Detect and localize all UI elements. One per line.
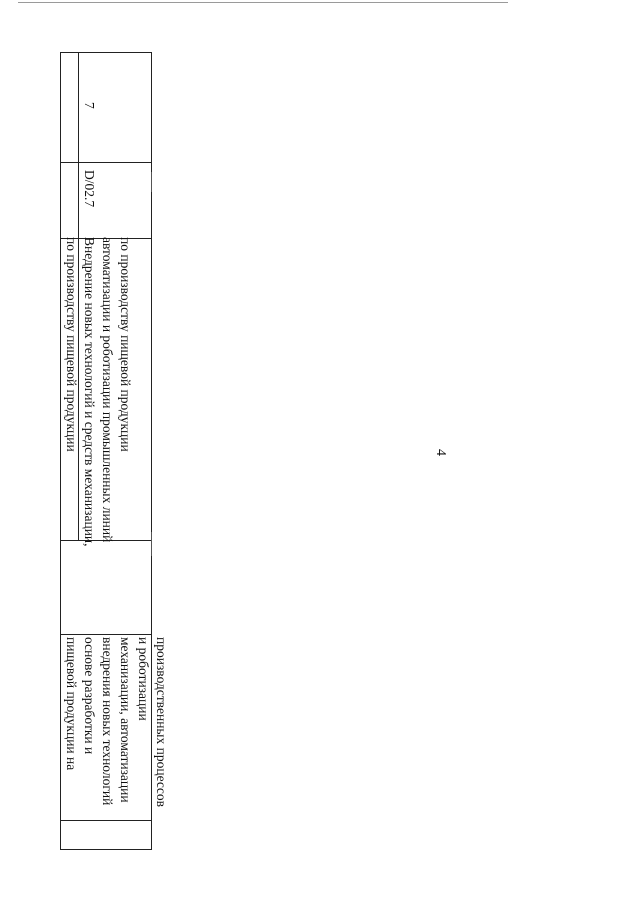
- cell-function-line: Внедрение новых технологий и средств механизации,: [82, 237, 97, 547]
- table-divider-5: [60, 162, 152, 163]
- table-divider-1: [60, 820, 152, 821]
- cell-general-line: производственных процессов: [154, 637, 169, 808]
- scan-mark: [151, 172, 152, 192]
- cell-general-line: внедрения новых технологий: [100, 637, 115, 806]
- cell-function-line: по производству пищевой продукции: [64, 237, 79, 452]
- scan-mark: [151, 532, 152, 556]
- cell-general-line: пищевой продукции на: [64, 637, 79, 771]
- cell-general-line: и роботизации: [136, 637, 151, 721]
- page-number: 4: [433, 449, 448, 456]
- cell-code: D/02.7: [82, 170, 97, 208]
- table-border-right: [60, 52, 152, 53]
- cell-level: 7: [82, 102, 97, 109]
- cell-general-line: механизации, автоматизации: [118, 637, 133, 803]
- table-divider-2: [60, 634, 152, 635]
- cell-function-line: автоматизации и роботизации промышленных линий: [100, 237, 115, 543]
- page-top-border: [18, 2, 508, 3]
- table-border-left: [60, 849, 152, 850]
- cell-function-line: по производству пищевой продукции: [118, 237, 133, 452]
- cell-general-line: основе разработки и: [82, 637, 97, 755]
